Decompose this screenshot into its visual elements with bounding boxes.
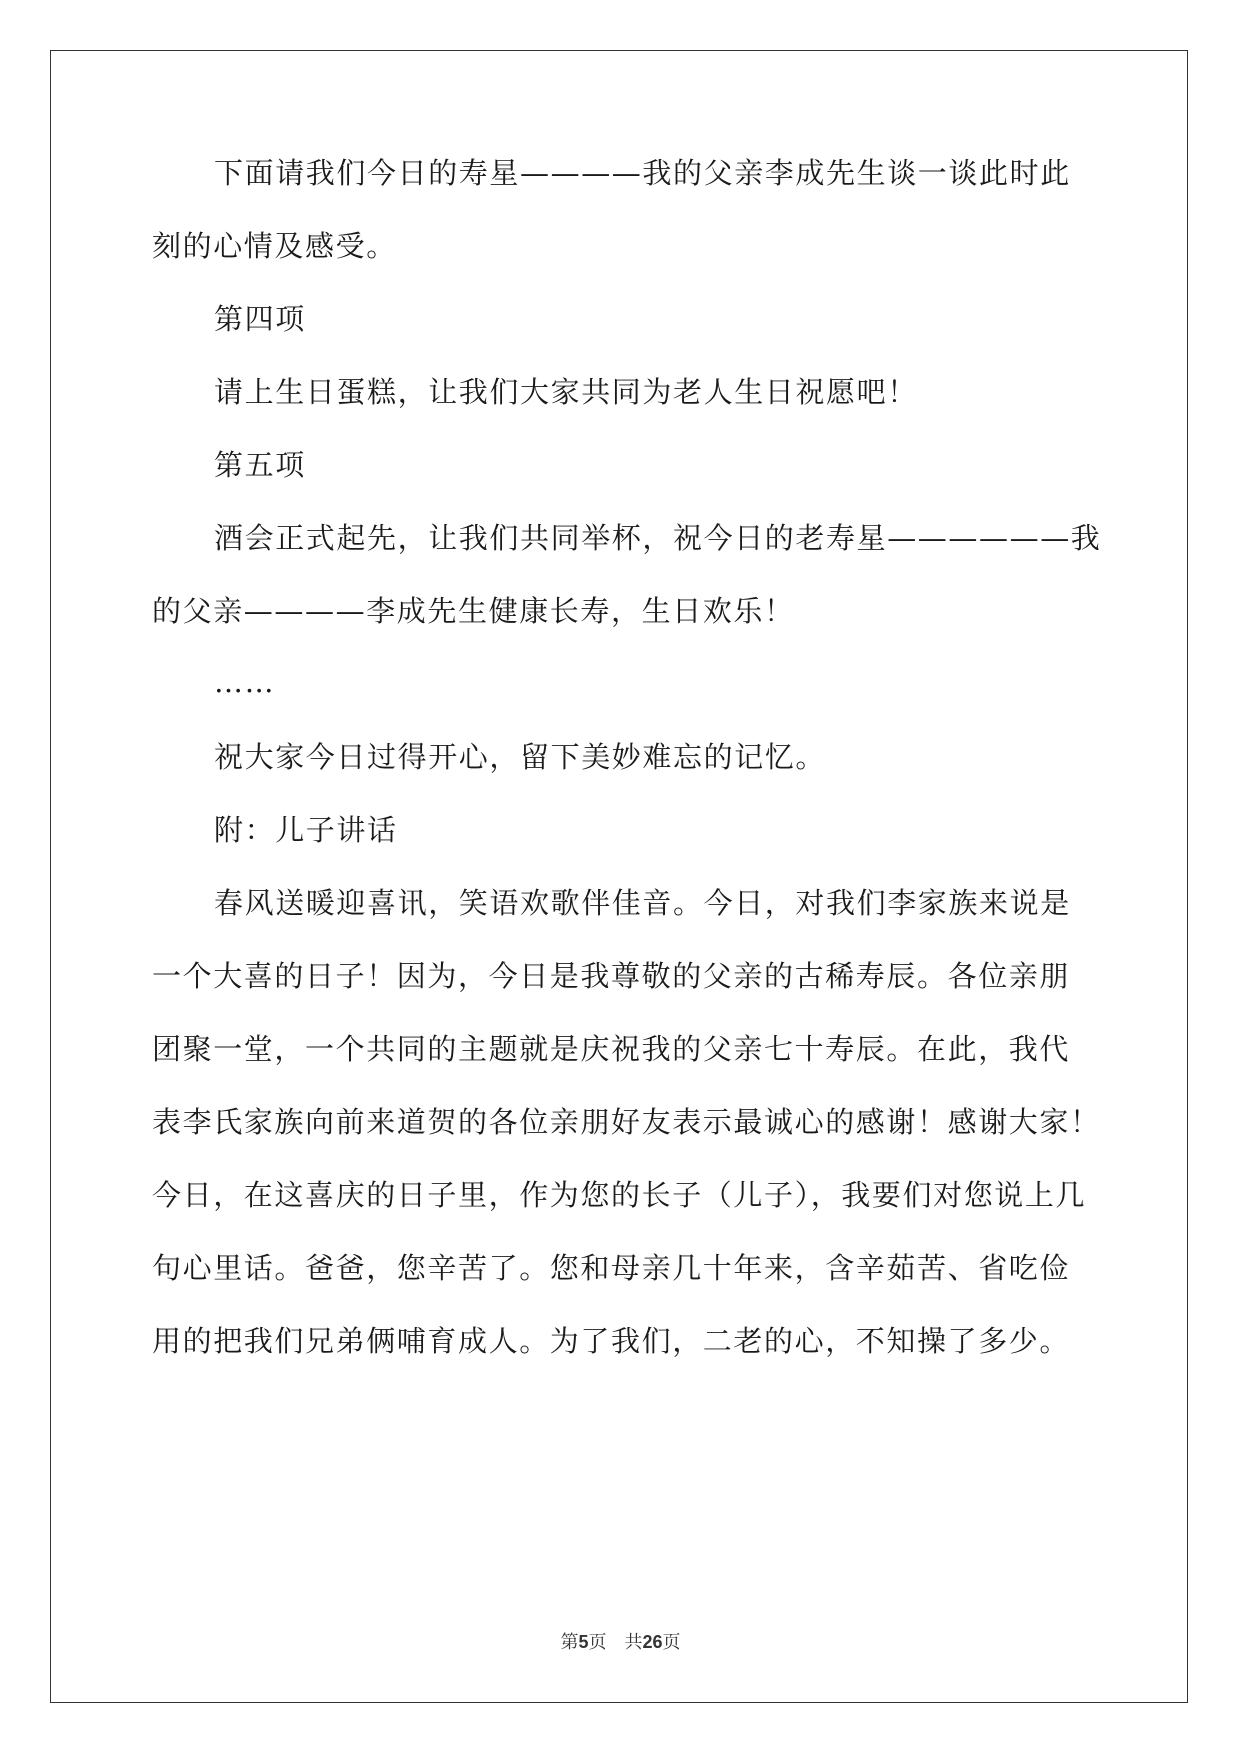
section-heading: 第五项 (214, 448, 306, 482)
section-heading: 附：儿子讲话 (214, 813, 398, 847)
footer-page-suffix: 页 共 (588, 1632, 643, 1653)
paragraph-line: 春风送暖迎喜讯，笑语欢歌伴佳音。今日，对我们李家族来说是 (214, 886, 1071, 920)
paragraph-line: 一个大喜的日子！因为，今日是我尊敬的父亲的古稀寿辰。各位亲朋 (152, 959, 1071, 993)
paragraph-line: 请上生日蛋糕，让我们大家共同为老人生日祝愿吧！ (214, 375, 918, 409)
paragraph-line: 祝大家今日过得开心，留下美妙难忘的记忆。 (214, 740, 827, 774)
paragraph-line: 表李氏家族向前来道贺的各位亲朋好友表示最诚心的感谢！感谢大家！ (152, 1105, 1101, 1139)
paragraph-line: 下面请我们今日的寿星————我的父亲李成先生谈一谈此时此 (214, 156, 1071, 190)
page-footer (0, 1628, 1241, 1654)
paragraph-line: 句心里话。爸爸，您辛苦了。您和母亲几十年来，含辛茹苦、省吃俭 (152, 1251, 1071, 1285)
footer-prefix: 第 (560, 1632, 579, 1653)
page-number: 5 (578, 1632, 589, 1652)
paragraph-line: 刻的心情及感受。 (152, 229, 397, 263)
paragraph-line: 团聚一堂，一个共同的主题就是庆祝我的父亲七十寿辰。在此，我代 (152, 1032, 1071, 1066)
paragraph-line: 今日，在这喜庆的日子里，作为您的长子（儿子），我要们对您说上几 (152, 1178, 1087, 1212)
ellipsis-line: …… (214, 665, 276, 699)
total-pages: 26 (642, 1632, 663, 1652)
page-border (50, 50, 1188, 1703)
paragraph-line: 用的把我们兄弟俩哺育成人。为了我们，二老的心，不知操了多少。 (152, 1324, 1071, 1358)
section-heading: 第四项 (214, 302, 306, 336)
paragraph-line: 酒会正式起先，让我们共同举杯，祝今日的老寿星——————我 (214, 521, 1102, 555)
paragraph-line: 的父亲————李成先生健康长寿，生日欢乐！ (152, 594, 795, 628)
footer-total-suffix: 页 (662, 1632, 681, 1653)
